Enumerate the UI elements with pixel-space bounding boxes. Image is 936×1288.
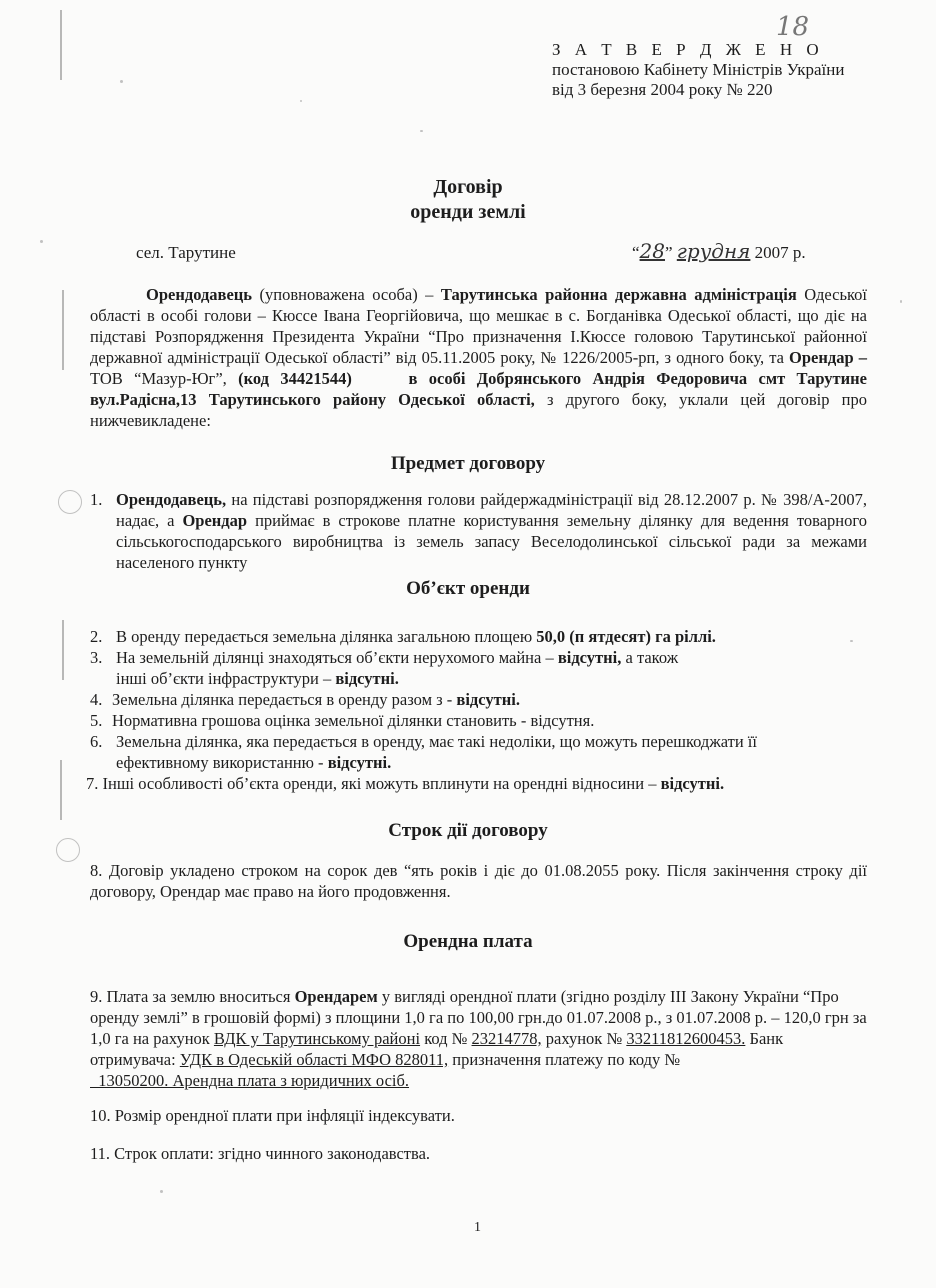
item-text: Нормативна грошова оцінка земельної ділянки становить - відсутня. xyxy=(112,711,595,730)
company-code: (код 34421544) xyxy=(238,369,352,388)
item-6 xyxy=(90,731,870,752)
item-number: 1. xyxy=(90,490,103,509)
lessor-label: Орендодавець xyxy=(146,285,253,304)
director-name: Добрянського Андрія Федоровича смт Тарутине вул.Радісна,13 Тарутинського району Одеської області, xyxy=(90,369,868,409)
scan-speck xyxy=(120,80,123,83)
object-items-list xyxy=(86,626,870,794)
item-text: рахунок № xyxy=(541,1029,627,1048)
beneficiary-bank: УДК в Одеській області МФО 828011, xyxy=(179,1050,449,1069)
scan-mark xyxy=(62,290,64,370)
item-text: інші об’єкти інфраструктури – xyxy=(116,669,336,688)
item-3 xyxy=(90,647,870,668)
scan-mark xyxy=(60,10,62,80)
item-2 xyxy=(90,626,870,647)
scan-speck xyxy=(300,100,302,102)
item-text: код № xyxy=(420,1029,472,1048)
item-number: 6. xyxy=(90,732,103,751)
item-4 xyxy=(90,689,870,710)
scan-speck xyxy=(40,240,43,243)
intro-paragraph xyxy=(90,284,867,431)
scan-mark xyxy=(62,620,64,680)
item-text: В оренду передається земельна ділянка загальною площею xyxy=(116,627,537,646)
item-5 xyxy=(90,710,870,731)
item-8: 8. Договір укладено строком на сорок дев “ять років і діє до 01.08.2055 року. Після закінчення строку дії договору, Орендар має право на його продовження. xyxy=(90,861,867,901)
item-text: Земельна ділянка передається в оренду разом з - xyxy=(112,690,457,709)
date-year: 2007 р. xyxy=(754,243,806,262)
item-text: у вигляді орендної плати (згідно розділу ІІІ Закону України “Про оренду землі” в грошовій формі) з площини 1,0 га по 100,00 грн.до 01.07.2008 р., з 01.07.2008 р. – 120,0 грн за 1,0 га на рахунок xyxy=(90,987,867,1048)
item-11: 11. Строк оплати: згідно чинного законодавства. xyxy=(90,1144,431,1163)
scan-speck xyxy=(420,130,423,132)
item-text: на підставі розпорядження голови райдержадміністрації від 28.12.2007 р. № 398/А-2007, надає, а xyxy=(116,490,867,530)
section-rent-heading: Орендна плата xyxy=(403,931,533,952)
intro-text: ТОВ “Мазур-Юг”, xyxy=(90,369,239,388)
item-number: 2. xyxy=(90,627,103,646)
punch-hole-mark xyxy=(58,490,82,514)
item-text: призначення платежу по коду № xyxy=(448,1050,681,1069)
page-number: 1 xyxy=(474,1220,481,1235)
lessor-label: Орендодавець, xyxy=(116,490,227,509)
item-9 xyxy=(90,986,867,1091)
item-text: ефективному використанню - xyxy=(116,753,328,772)
section-subject-heading: Предмет договору xyxy=(390,453,546,474)
approval-line-2: постановою Кабінету Міністрів України xyxy=(552,60,845,79)
payment-code: 13050200. Арендна плата з юридичних осіб. xyxy=(90,1071,410,1090)
scan-speck xyxy=(900,300,902,303)
handwritten-page-number: 18 xyxy=(776,12,810,42)
item-10: 10. Розмір орендної плати при інфляції індексувати. xyxy=(90,1106,455,1125)
intro-text: (уповноважена особа) – xyxy=(252,285,441,304)
lessee-label: Орендар – xyxy=(789,348,867,367)
treasury-code: 23214778, xyxy=(471,1029,542,1048)
item-bold: відсутні. xyxy=(335,669,399,688)
account-number: 33211812600453. xyxy=(626,1029,746,1048)
item-number: 4. xyxy=(90,690,103,709)
approval-line-1: З А Т В Е Р Д Ж Е Н О xyxy=(552,40,824,59)
item-1 xyxy=(90,489,867,573)
intro-text: в особі xyxy=(351,369,466,388)
item-6-cont xyxy=(90,752,870,773)
item-bold: 50,0 (п ятдесят) га ріллі. xyxy=(536,627,716,646)
date-day: 28 xyxy=(639,239,665,263)
contract-date xyxy=(632,239,806,263)
item-number: 7. xyxy=(86,774,99,793)
item-number: 5. xyxy=(90,711,103,730)
item-text: Банк отримувача: xyxy=(90,1029,784,1069)
section-term-heading: Строк дії договору xyxy=(388,820,548,841)
item-text: приймає в строкове платне користування земельну ділянку для ведення товарного сільськогосподарського виробництва із земель запасу Веселодолинської сільської ради за межами населеного пункту xyxy=(116,511,867,572)
item-3-cont xyxy=(90,668,870,689)
intro-text: з другого боку, уклали цей договір про нижчевикладене: xyxy=(90,390,867,430)
date-open-quote: “ xyxy=(632,243,640,262)
date-month: грудня xyxy=(676,239,751,263)
document-subtitle: оренди землі xyxy=(410,201,526,223)
item-number: 3. xyxy=(90,648,103,667)
item-text: Земельна ділянка, яка передається в оренду, має такі недоліки, що можуть перешкоджати її xyxy=(116,732,757,751)
treasury-name: ВДК у Тарутинському районі xyxy=(213,1029,421,1048)
item-text: На земельній ділянці знаходяться об’єкти нерухомого майна – xyxy=(116,648,558,667)
item-bold: відсутні. xyxy=(327,753,392,772)
item-text: а також xyxy=(621,648,679,667)
lessor-name: Тарутинська районна державна адміністрація xyxy=(440,285,797,304)
item-bold: відсутні. xyxy=(456,690,520,709)
date-close-quote: ” xyxy=(665,243,673,262)
intro-text: Одеської області в особі голови – Кюссе Івана Георгійовича, що мешкає в с. Богданівка Одеської області, що діє на підставі Розпорядження Президента України “Про призначення І.Кюссе головою Тарутинської районної державної адміністрації Одеської області” від 05.11.2005 року, № 1226/2005-рп, з одного боку, та xyxy=(90,285,867,367)
document-title: Договір xyxy=(433,176,503,198)
lessee-label: Орендар xyxy=(182,511,248,530)
approval-stamp-text xyxy=(552,40,844,100)
contract-place: сел. Тарутине xyxy=(136,243,236,262)
item-1-text xyxy=(116,489,867,573)
approval-line-3: від 3 березня 2004 року № 220 xyxy=(552,80,773,99)
scan-mark xyxy=(60,760,62,820)
item-bold: відсутні, xyxy=(557,648,622,667)
item-7 xyxy=(86,773,870,794)
item-bold: відсутні. xyxy=(660,774,725,793)
scan-speck xyxy=(160,1190,163,1193)
item-text: 9. Плата за землю вноситься xyxy=(90,987,295,1006)
item-text: Інші особливості об’єкта оренди, які можуть вплинути на орендні відносини – xyxy=(102,774,661,793)
section-object-heading: Об’єкт оренди xyxy=(406,578,530,599)
lessee-label: Орендарем xyxy=(294,987,378,1006)
